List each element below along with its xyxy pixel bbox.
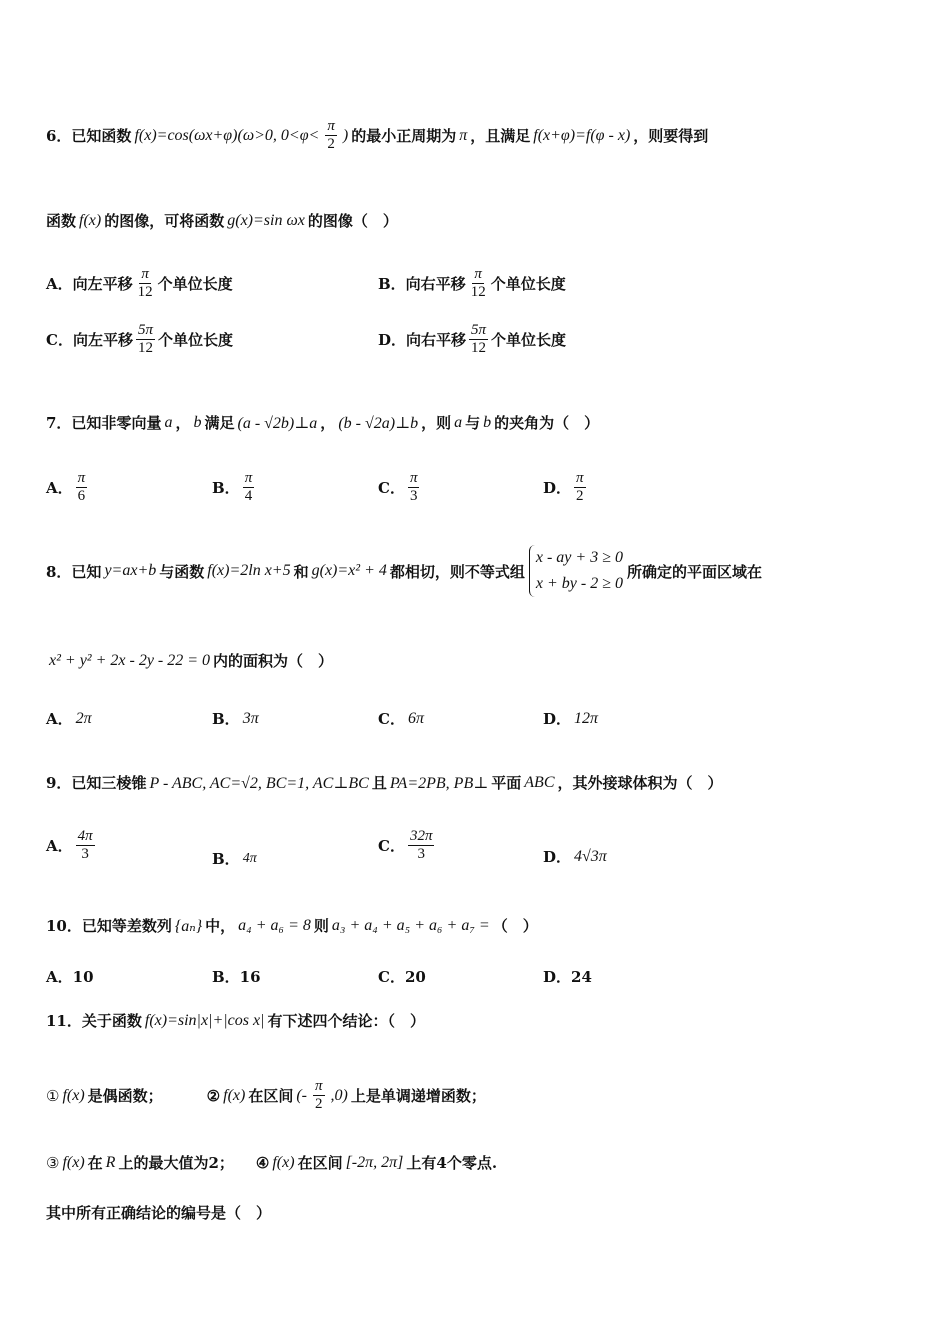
q8-text-region: 所确定的平面区域在 [626,562,762,581]
q9-option-c[interactable] [378,828,437,863]
option-tail: 个单位长度 [491,331,567,349]
q7-option-b[interactable] [212,470,257,505]
text-fragment: 4π [77,828,93,844]
option-label: C．向左平移 [46,331,133,349]
text-fragment: 3 [409,488,418,504]
text-fragment: π [315,1078,323,1094]
q6-gx: g(x)=sin ωx [227,211,305,229]
q9-text-and: 且 [371,774,387,792]
q11-s3-text1: 在 [87,1154,103,1172]
q6-option-d[interactable] [378,322,566,357]
text-fragment: 12 [471,340,487,356]
q7-text-satisfy: 满足 [204,414,235,432]
text-fragment: 5π [137,322,153,338]
q6-line1 [46,118,910,153]
q11-function: f(x)=sin|x|+|cos x| [144,1011,265,1029]
text-fragment: 6 [77,488,86,504]
text-fragment: π [244,470,253,486]
option-tail: 个单位长度 [157,275,233,293]
q11-s2-text2: 上是单调递增函数； [350,1087,486,1105]
q6-paren-close: ) [342,126,349,144]
q7-vec-b: b [193,413,202,431]
text-fragment: 3 [417,846,425,862]
text-fragment: 32π [409,828,433,844]
q11-mark-1: ① [46,1086,60,1105]
q6-frac-pi-2 [325,118,337,153]
q8-inequality-system [529,545,623,597]
q6-stem-start: 6．已知函数 [46,127,132,145]
text-fragment: π [409,470,418,486]
q8-option-c[interactable] [378,708,427,729]
q11-final [46,1202,910,1223]
text-fragment: C． [378,837,405,855]
q8-line1 [46,545,910,597]
q7-comma: ， [320,414,336,432]
fraction [408,470,420,505]
q11-stem-start: 11．关于函数 [46,1012,142,1030]
q8-stem-start: 8．已知 [46,562,102,581]
text-fragment: 2 [315,1096,323,1112]
q7-option-c[interactable] [378,470,422,505]
q11-s2-interval-left: (- [296,1086,307,1104]
q8-text-and: 和 [293,562,309,581]
q7-vec-b2: b [483,413,492,431]
q9-text-plane: 平面 [491,774,522,792]
q8-line2 [46,650,910,671]
q10-text-blank: （ ） [492,917,538,935]
option-frac [469,266,488,301]
q6-option-c[interactable] [46,322,233,357]
q11-s2-frac [313,1078,325,1113]
q7-vec-a2: a [454,413,463,431]
q11-s4-interval: [-2π, 2π] [345,1153,404,1171]
q10-stem-start: 10．已知等差数列 [46,917,172,935]
q7-cond2: (b - √2a)⊥b [338,414,419,432]
q6-text-function: 函数 [46,212,77,230]
text-fragment: 2 [576,488,584,504]
q11-statements-1-2 [46,1078,910,1113]
q8-text-tangent: 都相切，则不等式组 [389,562,525,581]
q9-stem-start: 9．已知三棱锥 [46,774,147,792]
option-tail: 个单位长度 [157,331,233,349]
q7-vec-a: a [164,413,173,431]
text-fragment: A． [46,479,73,497]
q7-option-a[interactable] [46,470,90,505]
fraction [76,470,88,505]
option-label: A．向左平移 [46,275,133,293]
q8-option-a[interactable] [46,708,95,729]
q10-option-c[interactable] [378,966,426,987]
q8-line-eq: y=ax+b [104,562,157,579]
fraction [574,470,586,505]
text-fragment: π [77,470,86,486]
q9-option-d[interactable] [543,846,610,867]
q11-s1-text: 是偶函数； [87,1087,163,1105]
q6-text-answer: 的图像（ ） [307,212,398,230]
q11-s3-r: R [105,1153,116,1171]
q11-s3-fx: f(x) [62,1153,85,1171]
q10-seq: {aₙ} [174,917,203,935]
q6-line2 [46,210,910,231]
q10-stem [46,915,910,936]
text-fragment: 5π [471,322,487,338]
q11-s1-fx: f(x) [62,1086,85,1104]
option-tail: 个单位长度 [490,275,566,293]
q6-condition: f(x+φ)=f(φ - x) [533,126,631,144]
q8-option-b[interactable] [212,708,262,729]
q6-option-b[interactable] [378,266,566,301]
text-fragment: 12π [574,709,599,727]
q8-option-d[interactable] [543,708,601,729]
q7-cond1: (a - √2b)⊥a [237,414,318,432]
text-fragment: 6π [407,709,424,727]
q11-s4-fx: f(x) [272,1153,295,1171]
q8-text-area: 内的面积为（ ） [213,652,334,670]
text-fragment: 12 [137,340,153,356]
q9-conditions: P - ABC, AC=√2, BC=1, AC⊥BC [149,774,369,792]
q10-option-b[interactable] [212,966,261,987]
fraction [408,828,435,863]
q7-text-and: 与 [465,414,481,432]
q7-option-d[interactable] [543,470,589,505]
text-fragment: 12 [470,284,486,300]
q9-text-volume: ，其外接球体积为（ ） [557,774,723,792]
text-fragment: D． [543,710,572,728]
text-fragment: D． [543,479,572,497]
q6-pi: π [459,126,468,144]
q10-option-d[interactable] [543,966,592,987]
q11-final-text: 其中所有正确结论的编号是（ ） [46,1204,272,1222]
q8-text-func: 与函数 [159,562,205,581]
q9-plane-abc: ABC [524,773,555,791]
q10-sum: a₃ + a₄ + a₅ + a₆ + a₇ = [331,916,490,934]
text-fragment: A． [46,837,73,855]
q9-conditions2: PA=2PB, PB⊥ [389,774,489,792]
fraction [243,470,255,505]
q9-stem [46,772,910,793]
frac-num: π [327,118,335,134]
text-fragment: A．10 [46,968,94,986]
q6-fx: f(x) [79,211,102,229]
q11-mark-2: ② [206,1086,221,1105]
text-fragment: C． [378,710,405,728]
q11-stem [46,1010,910,1031]
frac-den: 2 [327,136,335,152]
q11-mark-3: ③ [46,1153,60,1172]
q6-text-obtain: ，则要得到 [633,127,709,145]
option-label: B．向右平移 [378,275,466,293]
text-fragment: 4 [244,488,253,504]
text-fragment: C． [378,479,405,497]
text-fragment: 12 [137,284,153,300]
fraction [76,828,95,863]
q9-option-b[interactable] [212,848,260,869]
text-fragment: 4√3π [574,847,607,865]
q6-text-period: 的最小正周期为 [351,127,457,145]
text-fragment: 2π [75,709,92,727]
text-fragment: B． [212,479,240,497]
q7-text-then: ，则 [421,414,452,432]
option-frac [136,322,155,357]
q11-s2-fx: f(x) [223,1086,246,1104]
q11-s4-text2: 上有4个零点. [406,1154,498,1172]
q11-text-conclusions: 有下述四个结论：（ ） [267,1012,425,1030]
text-fragment: π [474,266,482,282]
q10-text-in: 中， [205,917,236,935]
text-fragment: C．20 [378,968,426,986]
text-fragment: 3 [81,846,89,862]
q11-s3-text2: 上的最大值为2； [118,1154,234,1172]
q10-cond: a₄ + a₆ = 8 [238,916,311,934]
q7-stem-start: 7．已知非零向量 [46,414,162,432]
q11-s4-text1: 在区间 [297,1154,343,1172]
q8-fx: f(x)=2ln x+5 [207,562,291,579]
q10-text-then: 则 [313,917,329,935]
text-fragment: B． [212,710,240,728]
q7-stem [46,412,910,433]
q8-gx: g(x)=x² + 4 [311,562,387,579]
text-fragment: B． [212,850,240,868]
q7-text-angle: 的夹角为（ ） [494,414,600,432]
option-label: D．向右平移 [378,331,467,349]
text-fragment: π [576,470,584,486]
q8-ineq2: x + by - 2 ≥ 0 [535,575,623,592]
text-fragment: 3π [242,709,259,727]
text-fragment: π [141,266,149,282]
q8-circle-eq: x² + y² + 2x - 2y - 22 = 0 [49,651,211,669]
text-fragment: A． [46,710,73,728]
text-fragment: 4π [242,850,257,866]
q11-s2-interval-right: ,0) [330,1086,348,1104]
q6-option-a[interactable] [46,266,233,301]
text-fragment: B．16 [212,968,261,986]
q9-option-a[interactable] [46,828,98,863]
q11-statements-3-4 [46,1152,910,1173]
q7-sep: ， [175,414,191,432]
q8-ineq1: x - ay + 3 ≥ 0 [535,549,623,566]
q6-function-def: f(x)=cos(ωx+φ)(ω>0, 0<φ< [134,126,320,144]
q11-s2-text1: 在区间 [248,1087,294,1105]
q6-text-graph: 的图像，可将函数 [104,212,225,230]
option-frac [136,266,155,301]
option-frac [469,322,488,357]
q10-option-a[interactable] [46,966,94,987]
q6-text-satisfy: ，且满足 [470,127,531,145]
q11-mark-4: ④ [255,1153,270,1172]
text-fragment: D． [543,848,572,866]
text-fragment: D．24 [543,968,592,986]
